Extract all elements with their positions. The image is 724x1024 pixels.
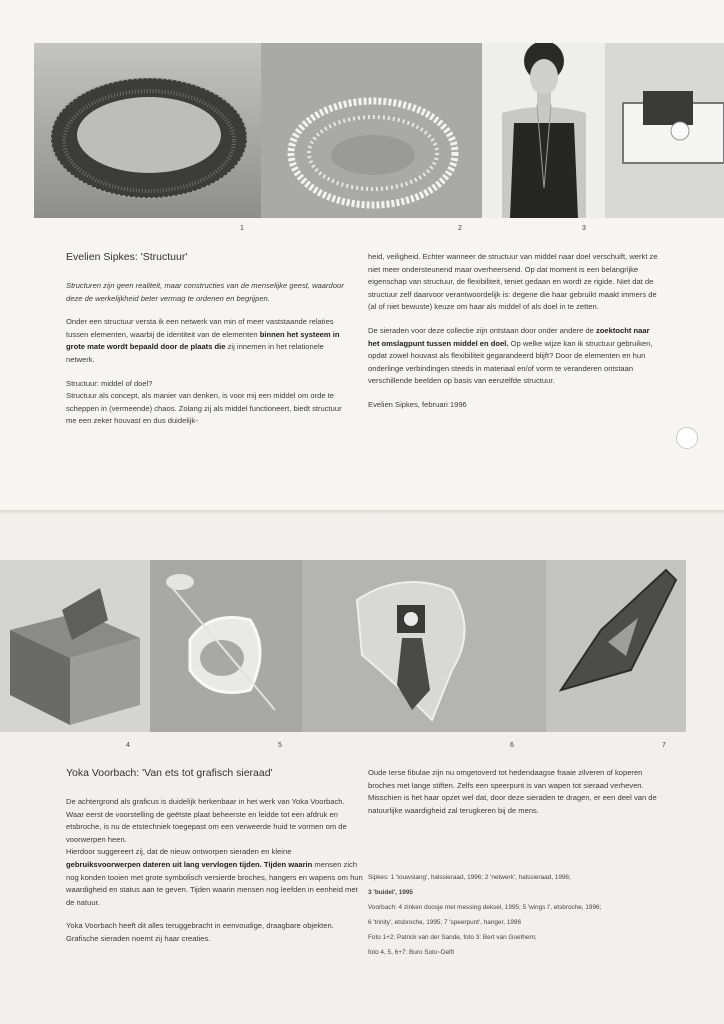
page-fold xyxy=(0,510,724,514)
voorbach-heading: Yoka Voorbach: 'Van ets tot grafisch sieraad' xyxy=(66,767,273,779)
voorbach-paragraph-2: Waar eerst de voorstelling de geëtste plaat beheerste en leidde tot een afdruk en etsbroche, is nu de etstechniek toegepast om een verweerde huid te vormen om de voorwerpen heen. xyxy=(66,809,347,844)
bold-text: gebruiksvoorwerpen dateren uit lang vervlogen tijden. Tijden waarin xyxy=(66,859,313,869)
photo-number-5: 5 xyxy=(278,742,282,749)
sipkes-subheading: Structuur: middel of doel? xyxy=(66,378,153,388)
sipkes-right-column xyxy=(368,251,658,423)
caption-line-5: Foto 1+2: Patrick van der Sande, foto 3: Bert van Goethem; xyxy=(368,934,537,941)
caption-line-2: 3 'buidel', 1995 xyxy=(368,889,413,896)
voorbach-paragraph-6: Misschien is het haar opzet wel dat, door deze sieraden te dragen, er een deel van de natuurlijke waardigheid zal terugkeren bij de mens. xyxy=(368,793,657,815)
sipkes-heading: Evelien Sipkes: 'Structuur' xyxy=(66,251,188,263)
photo-3-model xyxy=(482,43,605,218)
sipkes-signature: Evelien Sipkes, februari 1996 xyxy=(368,399,467,409)
photo-2-network xyxy=(261,43,482,218)
voorbach-right-column xyxy=(368,767,658,817)
photo-number-1: 1 xyxy=(240,225,244,232)
caption-line-4: 6 'trinity', etsbroche, 1995; 7 'speerpunt', hanger, 1996 xyxy=(368,919,522,926)
photo-number-4: 4 xyxy=(126,742,130,749)
punch-hole xyxy=(676,427,698,449)
sipkes-intro: Structuren zijn geen realiteit, maar constructies van de menselijke geest, waardoor deze de werkelijkheid beter vermag te ordenen en begrijpen. xyxy=(66,281,344,303)
photo-number-6: 6 xyxy=(510,742,514,749)
bold-text: zoektocht naar het omslagpunt tussen middel en doel. xyxy=(368,325,650,348)
sipkes-paragraph-3: heid, veiligheid. Echter wanneer de structuur van middel naar doel verschuift, werkt ze niet meer ondersteunend maar overheersend. Op dat moment is een belangrijke eigenschap van structuur, de flexibiliteit, teniet gedaan en wordt ze rigide. Niet dat de structuur zelf daarvoor verantwoordelijk is: degene die haar gebruikt maakt immers de (al of niet bewuste) keuze om haar als middel of als doel in te zetten. xyxy=(368,252,658,312)
photo-number-2: 2 xyxy=(458,225,462,232)
sipkes-paragraph-1: Onder een structuur versta ik een netwerk van min of meer vaststaande relaties tussen elementen, waarbij de identiteit van de elementen binnen het systeem in grote mate wordt bepaald door de plaats die zij innemen in het relationele netwerk. xyxy=(66,317,340,364)
photo-number-3: 3 xyxy=(582,225,586,232)
voorbach-paragraph-3: Hierdoor suggereert zij, dat de nieuw ontworpen sieraden en kleine gebruiksvoorwerpen dateren uit lang vervlogen tijden. Tijden waarin mensen zich nog konden tooien met grote symbolisch versierde broches, hangers en wapens om hun waardigheid en status aan te geven. Tijden waarin mensen nog leefden in eenheid met de natuur. xyxy=(66,847,363,907)
photo-number-7: 7 xyxy=(662,742,666,749)
photo-5-wings-brooch xyxy=(150,560,302,732)
sipkes-left-column xyxy=(66,280,351,439)
photo-7-spearhead xyxy=(546,560,686,732)
voorbach-paragraph-4: Yoka Voorbach heeft dit alles teruggebracht in eenvoudige, draagbare objekten. Grafische sieraden noemt zij haar creaties. xyxy=(66,921,334,943)
voorbach-paragraph-1: De achtergrond als graficus is duidelijk herkenbaar in het werk van Yoka Voorbach. xyxy=(66,797,345,806)
sipkes-paragraph-2: Structuur als concept, als manier van denken, is voor mij een middel om orde te scheppen in (vermeende) chaos. Zolang zij als middel functioneert, biedt structuur me een zeker houvast en dus duidelijk- xyxy=(66,391,342,426)
photo-credits xyxy=(368,870,668,960)
sipkes-paragraph-4: De sieraden voor deze collectie zijn ontstaan door onder andere de zoektocht naar het omslagpunt tussen middel en doel. Op welke wijze kan ik structuur gebruiken, opdat zowel houvast als flexibiliteit gegarandeerd blijft? Door de elementen en hun onderlinge verbindingen steeds in materiaal en/of vorm te veranderen ontstaan verschillende beelden op basis van eenzelfde structuur. xyxy=(368,325,653,386)
bold-text: binnen het systeem in grote mate wordt bepaald door de plaats die xyxy=(66,329,340,352)
photo-object-edge xyxy=(605,43,724,218)
caption-line-1: Sipkes: 1 'touwslang', halssieraad, 1996; 2 'netwerk', halssieraad, 1996; xyxy=(368,874,571,881)
caption-line-3: Voorbach: 4 zinken doosje met messing deksel, 1995; 5 'wings I', etsbroche, 1996; xyxy=(368,904,602,911)
voorbach-paragraph-5: Oude Ierse fibulae zijn nu omgetoverd tot hedendaagse fraaie zilveren of koperen broches met lange stiften. Zelfs een speerpunt is van wapen tot sieraad verheven. xyxy=(368,768,644,790)
voorbach-left-column xyxy=(66,796,366,957)
photo-1-bangle xyxy=(34,43,261,218)
caption-line-6: foto 4, 5, 6+7: Buro Solo~Delft xyxy=(368,949,454,956)
photo-6-trinity-brooch xyxy=(302,560,546,732)
photo-4-box xyxy=(0,560,150,732)
